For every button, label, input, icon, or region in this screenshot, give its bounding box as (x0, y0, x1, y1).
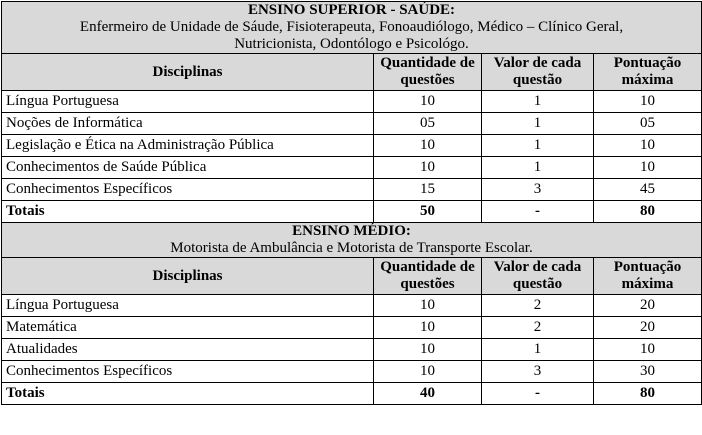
table-row (2, 339, 702, 361)
section-subtitle: Enfermeiro de Unidade de Sáude, Fisioterapeuta, Fonoaudiólogo, Médico – Clínico Geral, (79, 19, 624, 35)
column-header-pontuacao: Pontuação máxima (594, 258, 702, 295)
pontuacao-cell: 05 (594, 113, 702, 135)
valor-cell: 1 (482, 157, 594, 179)
pontuacao-cell: 10 (594, 91, 702, 113)
quantidade-cell: 10 (374, 91, 482, 113)
table-row (2, 157, 702, 179)
column-header-valor: Valor de cada questão (482, 258, 594, 295)
disciplina-cell: Legislação e Ética na Administração Pública (2, 135, 374, 157)
valor-cell: 2 (482, 295, 594, 317)
totals-pontuacao: 80 (594, 201, 702, 223)
pontuacao-cell: 10 (594, 135, 702, 157)
column-header-quantidade: Quantidade de questões (374, 258, 482, 295)
totals-quantidade: 40 (374, 383, 482, 405)
totals-row (2, 383, 702, 405)
disciplina-cell: Noções de Informática (2, 113, 374, 135)
table-row (2, 135, 702, 157)
valor-cell: 3 (482, 361, 594, 383)
totals-quantidade: 50 (374, 201, 482, 223)
exam-table (1, 1, 702, 405)
disciplina-cell: Atualidades (2, 339, 374, 361)
pontuacao-cell: 20 (594, 317, 702, 339)
quantidade-cell: 05 (374, 113, 482, 135)
column-header-row (2, 258, 702, 295)
disciplina-cell: Matemática (2, 317, 374, 339)
table-row (2, 179, 702, 201)
section-header-cell (2, 2, 702, 54)
pontuacao-cell: 10 (594, 157, 702, 179)
column-header-quantidade: Quantidade de questões (374, 54, 482, 91)
valor-cell: 1 (482, 113, 594, 135)
section-header-superior (2, 2, 702, 54)
totals-valor: - (482, 201, 594, 223)
quantidade-cell: 10 (374, 157, 482, 179)
quantidade-cell: 15 (374, 179, 482, 201)
valor-cell: 3 (482, 179, 594, 201)
pontuacao-cell: 30 (594, 361, 702, 383)
section-subtitle: Nutricionista, Odontólogo e Psicológo. (234, 36, 469, 52)
quantidade-cell: 10 (374, 295, 482, 317)
totals-pontuacao: 80 (594, 383, 702, 405)
pontuacao-cell: 45 (594, 179, 702, 201)
pontuacao-cell: 10 (594, 339, 702, 361)
disciplina-cell: Língua Portuguesa (2, 295, 374, 317)
valor-cell: 1 (482, 339, 594, 361)
quantidade-cell: 10 (374, 339, 482, 361)
pontuacao-cell: 20 (594, 295, 702, 317)
disciplina-cell: Conhecimentos Específicos (2, 361, 374, 383)
section-subtitle: Motorista de Ambulância e Motorista de Transporte Escolar. (170, 240, 533, 256)
section-title: ENSINO MÉDIO: (292, 223, 411, 239)
totals-label: Totais (2, 201, 374, 223)
table-row (2, 91, 702, 113)
table-row (2, 113, 702, 135)
valor-cell: 1 (482, 91, 594, 113)
disciplina-cell: Língua Portuguesa (2, 91, 374, 113)
totals-row (2, 201, 702, 223)
totals-label: Totais (2, 383, 374, 405)
valor-cell: 1 (482, 135, 594, 157)
totals-valor: - (482, 383, 594, 405)
table-row (2, 317, 702, 339)
table-row (2, 361, 702, 383)
section-header-cell (2, 223, 702, 258)
valor-cell: 2 (482, 317, 594, 339)
column-header-disciplinas: Disciplinas (2, 54, 374, 91)
quantidade-cell: 10 (374, 317, 482, 339)
section-title: ENSINO SUPERIOR - SAÚDE: (247, 2, 456, 18)
disciplina-cell: Conhecimentos de Saúde Pública (2, 157, 374, 179)
column-header-disciplinas: Disciplinas (2, 258, 374, 295)
column-header-row (2, 54, 702, 91)
disciplina-cell: Conhecimentos Específicos (2, 179, 374, 201)
quantidade-cell: 10 (374, 135, 482, 157)
quantidade-cell: 10 (374, 361, 482, 383)
column-header-valor: Valor de cada questão (482, 54, 594, 91)
section-header-medio (2, 223, 702, 258)
table-row (2, 295, 702, 317)
column-header-pontuacao: Pontuação máxima (594, 54, 702, 91)
